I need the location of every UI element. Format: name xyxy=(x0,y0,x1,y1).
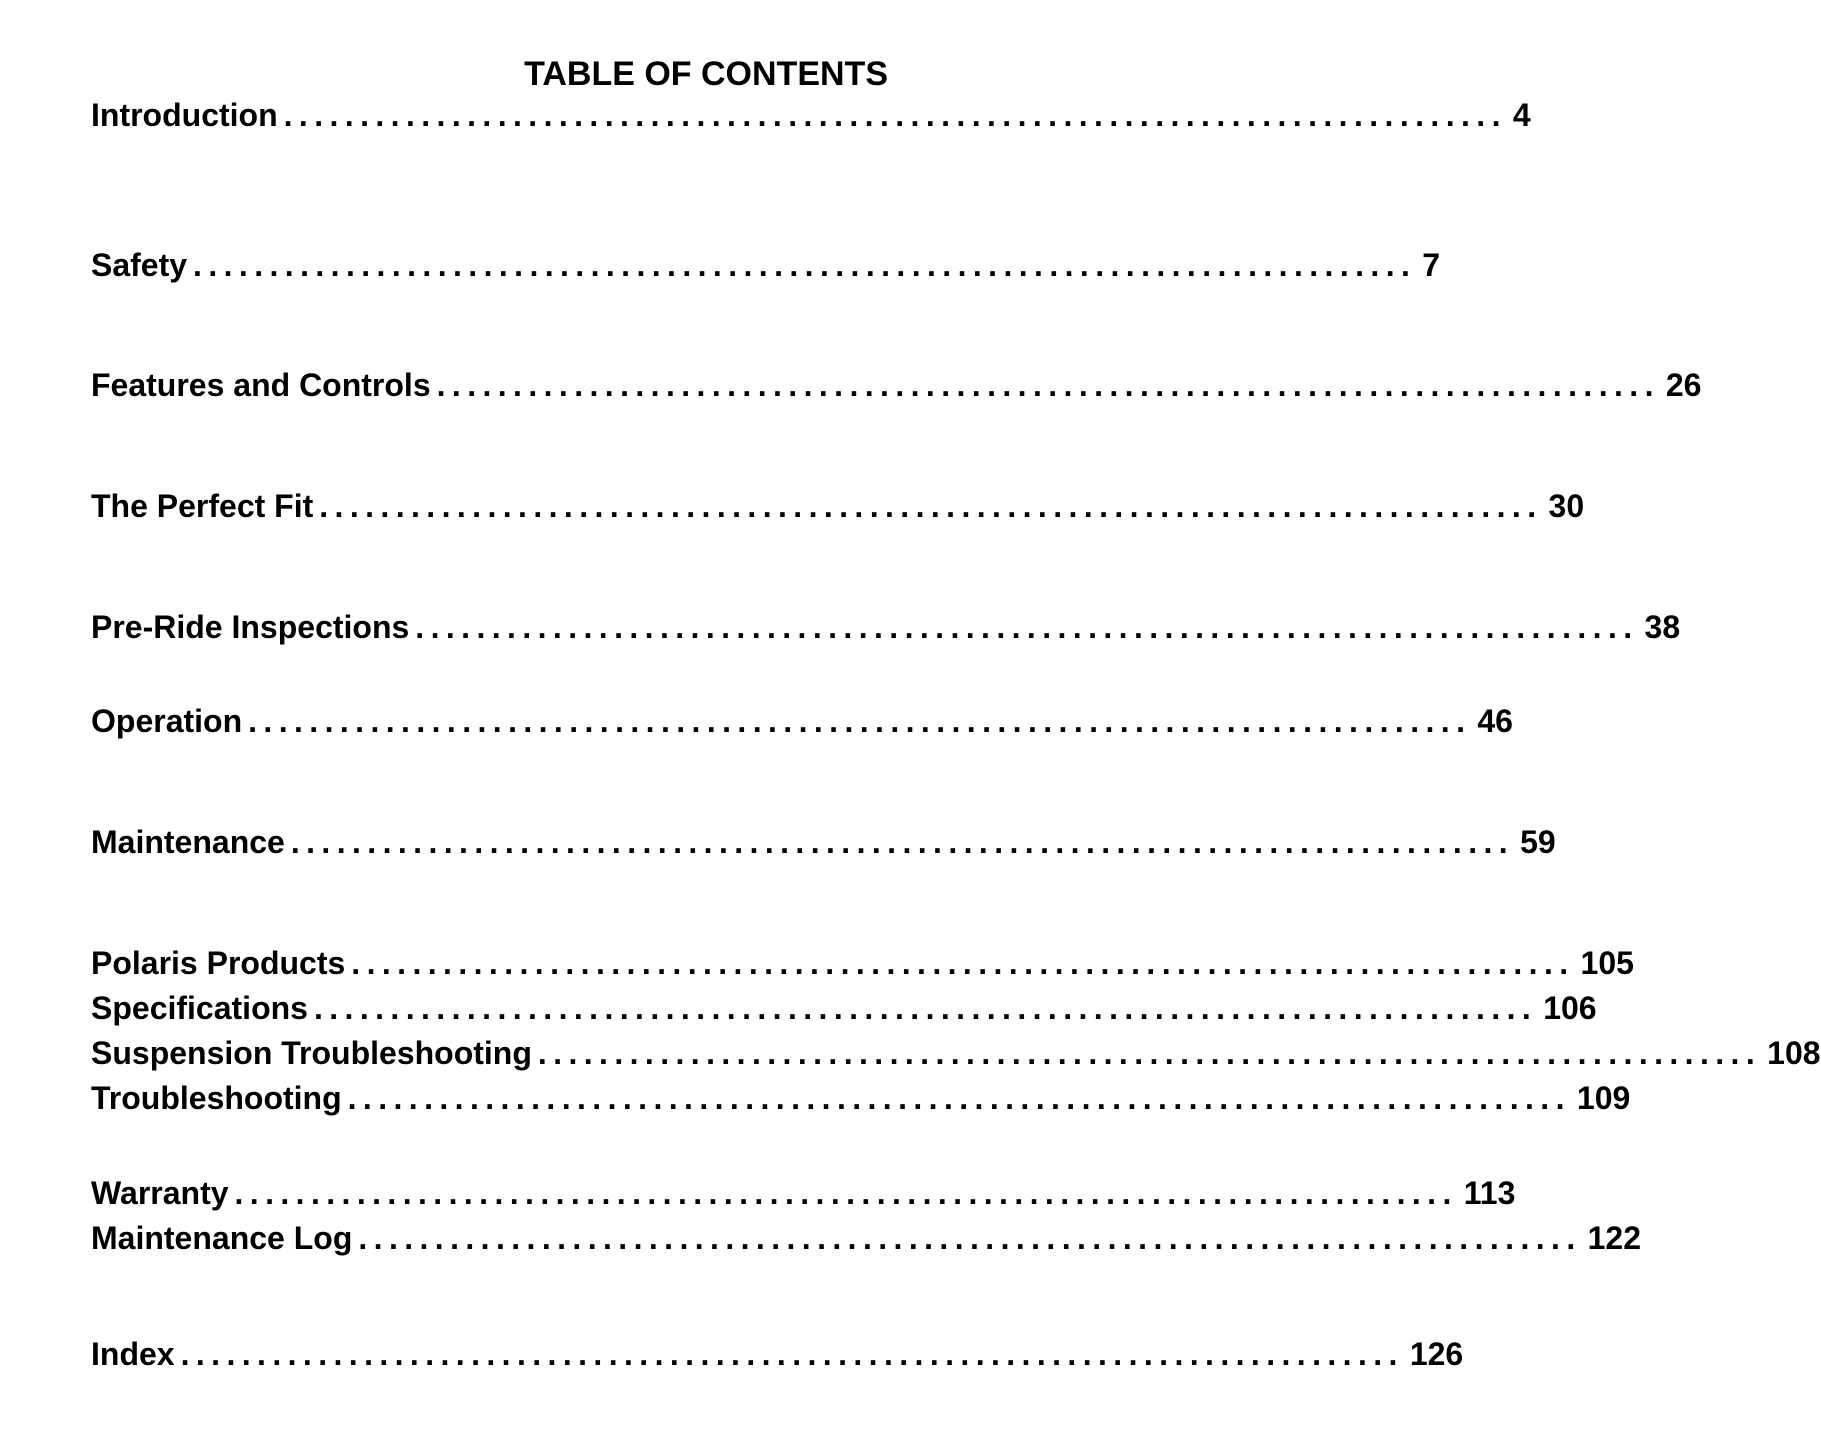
dot-leader: ................................................................................ xyxy=(234,1175,1458,1211)
toc-entry-troubleshooting[interactable] xyxy=(91,1078,1631,1118)
dot-leader: ................................................................................ xyxy=(180,1336,1404,1372)
toc-entry-label: Safety xyxy=(91,247,188,283)
dot-leader: ................................................................................ xyxy=(347,1080,1571,1116)
toc-entry-label: Introduction xyxy=(91,97,278,133)
toc-entry-label: Suspension Troubleshooting xyxy=(91,1035,532,1071)
toc-entry-page-number: 108 xyxy=(1767,1035,1821,1071)
dot-leader: ................................................................................ xyxy=(351,945,1575,981)
toc-entry-page-number: 113 xyxy=(1463,1175,1516,1211)
toc-entry-page-number: 109 xyxy=(1576,1080,1631,1116)
dot-leader: ................................................................................ xyxy=(319,488,1543,524)
dot-leader: ................................................................................ xyxy=(537,1035,1762,1071)
toc-entry-operation[interactable] xyxy=(91,701,1513,741)
dot-leader: ................................................................................ xyxy=(283,97,1507,133)
dot-leader: ................................................................................ xyxy=(415,609,1639,645)
dot-leader: ................................................................................ xyxy=(193,247,1417,283)
toc-entry-page-number: 38 xyxy=(1644,609,1681,645)
toc-entry-label: Specifications xyxy=(91,990,308,1026)
page-title: TABLE OF CONTENTS xyxy=(524,55,888,93)
toc-entry-label: Index xyxy=(91,1336,175,1372)
dot-leader: ................................................................................ xyxy=(313,990,1538,1026)
dot-leader: ................................................................................ xyxy=(436,367,1660,403)
toc-entry-the-perfect-fit[interactable] xyxy=(91,486,1585,526)
toc-entry-page-number: 26 xyxy=(1665,367,1702,403)
toc-entry-safety[interactable] xyxy=(91,245,1441,285)
toc-entry-label: Polaris Products xyxy=(91,945,346,981)
toc-entry-page-number: 30 xyxy=(1548,488,1585,524)
toc-entry-maintenance-log[interactable] xyxy=(91,1218,1641,1258)
toc-entry-warranty[interactable] xyxy=(91,1173,1516,1213)
toc-entry-pre-ride-inspections[interactable] xyxy=(91,607,1681,647)
toc-entry-label: Features and Controls xyxy=(91,367,431,403)
dot-leader: ................................................................................ xyxy=(290,824,1515,860)
toc-entry-specifications[interactable] xyxy=(91,988,1597,1028)
toc-entry-label: Troubleshooting xyxy=(91,1080,342,1116)
toc-entry-label: Maintenance xyxy=(91,824,285,860)
toc-entry-page-number: 59 xyxy=(1520,824,1556,860)
toc-entry-maintenance[interactable] xyxy=(91,822,1556,862)
toc-entry-page-number: 106 xyxy=(1543,990,1597,1026)
toc-entry-page-number: 46 xyxy=(1477,703,1513,739)
toc-entry-page-number: 126 xyxy=(1409,1336,1464,1372)
toc-entry-label: Pre-Ride Inspections xyxy=(91,609,410,645)
toc-entry-suspension-troubleshooting[interactable] xyxy=(91,1033,1821,1073)
toc-entry-polaris-products[interactable] xyxy=(91,943,1634,983)
toc-entry-page-number: 7 xyxy=(1422,247,1441,283)
toc-entry-index[interactable] xyxy=(91,1334,1464,1374)
toc-entry-page-number: 105 xyxy=(1580,945,1634,981)
toc-entry-label: Maintenance Log xyxy=(91,1220,353,1256)
dot-leader: ................................................................................ xyxy=(248,703,1472,739)
toc-entry-label: The Perfect Fit xyxy=(91,488,314,524)
dot-leader: ................................................................................ xyxy=(358,1220,1582,1256)
toc-entry-introduction[interactable] xyxy=(91,95,1531,135)
toc-entry-features-and-controls[interactable] xyxy=(91,365,1702,405)
toc-entry-label: Warranty xyxy=(91,1175,229,1211)
toc-entry-label: Operation xyxy=(91,703,243,739)
toc-entry-page-number: 122 xyxy=(1587,1220,1641,1256)
toc-entry-page-number: 4 xyxy=(1512,97,1531,133)
